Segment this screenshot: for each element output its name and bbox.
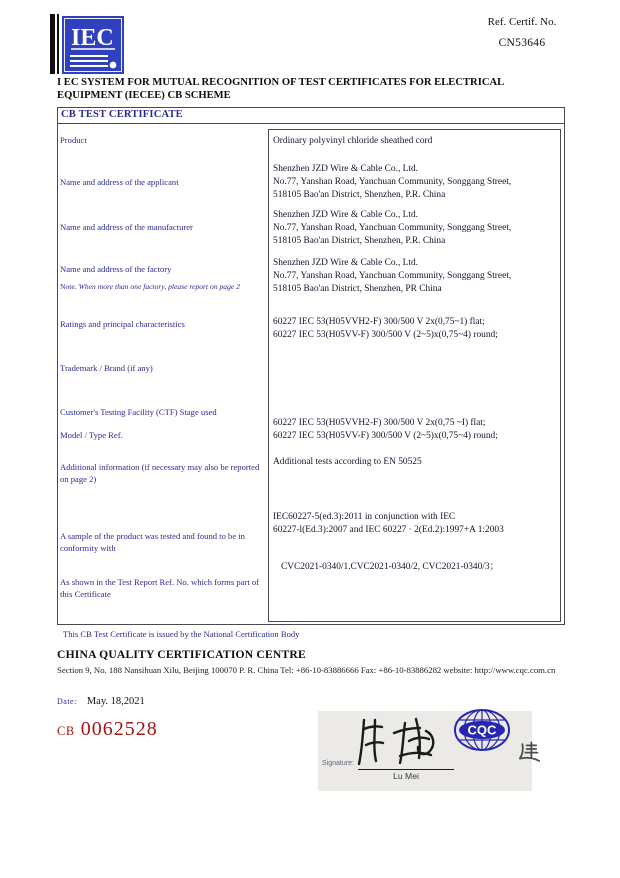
jian-stamp-icon bbox=[517, 740, 541, 764]
value-column-border bbox=[268, 129, 561, 622]
value-line: 60227 IEC 53(H05VV-F) 300/500 V (2~5)x(0,75~4) round; bbox=[273, 431, 498, 441]
label-model-type-ref: Model / Type Ref. bbox=[60, 430, 123, 440]
label-applicant: Name and address of the applicant bbox=[60, 177, 179, 187]
scheme-title: I EC SYSTEM FOR MUTUAL RECOGNITION OF TEST CERTIFICATES FOR ELECTRICAL EQUIPMENT (IECEE) CB SCHEME bbox=[57, 77, 504, 101]
value-line: IEC60227-5(ed.3):2011 in conjunction with IEC bbox=[273, 512, 456, 522]
date-label: Date: bbox=[57, 697, 77, 706]
cqc-logo-icon bbox=[452, 707, 512, 755]
iec-logo bbox=[50, 14, 128, 76]
iec-logo-box bbox=[62, 16, 124, 74]
value-line: 60227-l(Ed.3):2007 and IEC 60227 · 2(Ed.2):1997+A 1:2003 bbox=[273, 525, 504, 535]
value-test-report: CVC2021-0340/1.CVC2021-0340/2, CVC2021-0340/3； bbox=[281, 562, 499, 572]
issued-by-note: This CB Test Certificate is issued by the National Certification Body bbox=[63, 629, 300, 639]
value-line: No.77, Yanshan Road, Yanchuan Community, Songgang Street, bbox=[273, 177, 512, 187]
ref-certif-number: CN53646 bbox=[498, 37, 546, 49]
value-applicant bbox=[273, 163, 557, 202]
value-line: 60227 IEC 53(H05VV-F) 300/500 V (2~5)x(0,75~4) round; bbox=[273, 330, 498, 340]
value-line: 518105 Bao'an District, Shenzhen, PR China bbox=[273, 284, 442, 294]
iec-logo-bar bbox=[50, 14, 55, 74]
cb-certificate-number bbox=[57, 718, 158, 741]
signature-label: Signature: bbox=[322, 760, 354, 767]
certification-body-address: Section 9, No. 188 Nansihuan Xilu, Beijing 100070 P. R. China Tel: +86-10-83886666 Fax: +86-10-83886282 website: http://www.cqc.com.cn bbox=[57, 665, 556, 675]
certificate-title: CB TEST CERTIFICATE bbox=[61, 109, 183, 120]
date-value: May. 18,2021 bbox=[86, 696, 145, 707]
certification-body-name: CHINA QUALITY CERTIFICATION CENTRE bbox=[57, 648, 306, 661]
label-conformity: A sample of the product was tested and found to be in conformity with bbox=[60, 531, 245, 553]
label-ratings: Ratings and principal characteristics bbox=[60, 319, 185, 329]
factory-note bbox=[60, 282, 264, 291]
label-manufacturer: Name and address of the manufacturer bbox=[60, 222, 193, 232]
label-ctf-stage: Customer's Testing Facility (CTF) Stage used bbox=[60, 407, 217, 417]
value-line: 60227 IEC 53(H05VVH2-F) 300/500 V 2x(0,75~1) flat; bbox=[273, 317, 485, 327]
value-line: 518105 Bao'an District, Shenzhen, P.R. China bbox=[273, 190, 446, 200]
ref-certif-label: Ref. Certif. No. bbox=[487, 16, 557, 28]
iec-logo-frame bbox=[64, 18, 122, 72]
value-conformity bbox=[273, 511, 557, 537]
signatory-name: Lu Mei bbox=[393, 771, 419, 781]
factory-note-prefix: Note. bbox=[60, 282, 79, 291]
value-manufacturer bbox=[273, 209, 557, 248]
label-test-report: As shown in the Test Report Ref. No. which forms part of this Certificate bbox=[60, 577, 260, 599]
value-factory bbox=[273, 257, 557, 296]
reference-block bbox=[452, 16, 592, 49]
cb-number: 0062528 bbox=[80, 718, 158, 740]
value-line: Shenzhen JZD Wire & Cable Co., Ltd. bbox=[273, 210, 418, 220]
value-additional-info: Additional tests according to EN 50525 bbox=[273, 457, 422, 467]
label-trademark: Trademark / Brand (if any) bbox=[60, 363, 153, 373]
date-row bbox=[57, 696, 145, 707]
cb-prefix: CB bbox=[57, 724, 75, 738]
label-additional-info: Additional information (if necessary may also be reported on page 2) bbox=[60, 462, 260, 484]
value-line: Shenzhen JZD Wire & Cable Co., Ltd. bbox=[273, 164, 418, 174]
label-product: Product bbox=[60, 135, 87, 145]
signature-line bbox=[358, 769, 454, 770]
value-model-type-ref bbox=[273, 417, 557, 443]
value-line: Shenzhen JZD Wire & Cable Co., Ltd. bbox=[273, 258, 418, 268]
value-line: 518105 Bao'an District, Shenzhen, P.R. China bbox=[273, 236, 446, 246]
cqc-logo-text: CQC bbox=[467, 722, 497, 738]
value-ratings bbox=[273, 316, 557, 342]
handwritten-signature-icon bbox=[350, 714, 460, 768]
label-factory: Name and address of the factory bbox=[60, 264, 172, 274]
iec-logo-text: IEC bbox=[71, 25, 114, 51]
title-row-divider bbox=[57, 123, 565, 124]
value-line: No.77, Yanshan Road, Yanchuan Community, Songgang Street, bbox=[273, 223, 512, 233]
factory-note-text: When more than one factory, please report on page 2 bbox=[78, 282, 240, 291]
value-line: No.77, Yanshan Road, Yanchuan Community, Songgang Street, bbox=[273, 271, 512, 281]
value-line: 60227 IEC 53(H05VVH2-F) 300/500 V 2x(0,75 ~I) flat; bbox=[273, 418, 486, 428]
value-product: Ordinary polyvinyl chloride sheathed cord bbox=[273, 136, 433, 146]
iec-logo-bar bbox=[57, 14, 59, 74]
